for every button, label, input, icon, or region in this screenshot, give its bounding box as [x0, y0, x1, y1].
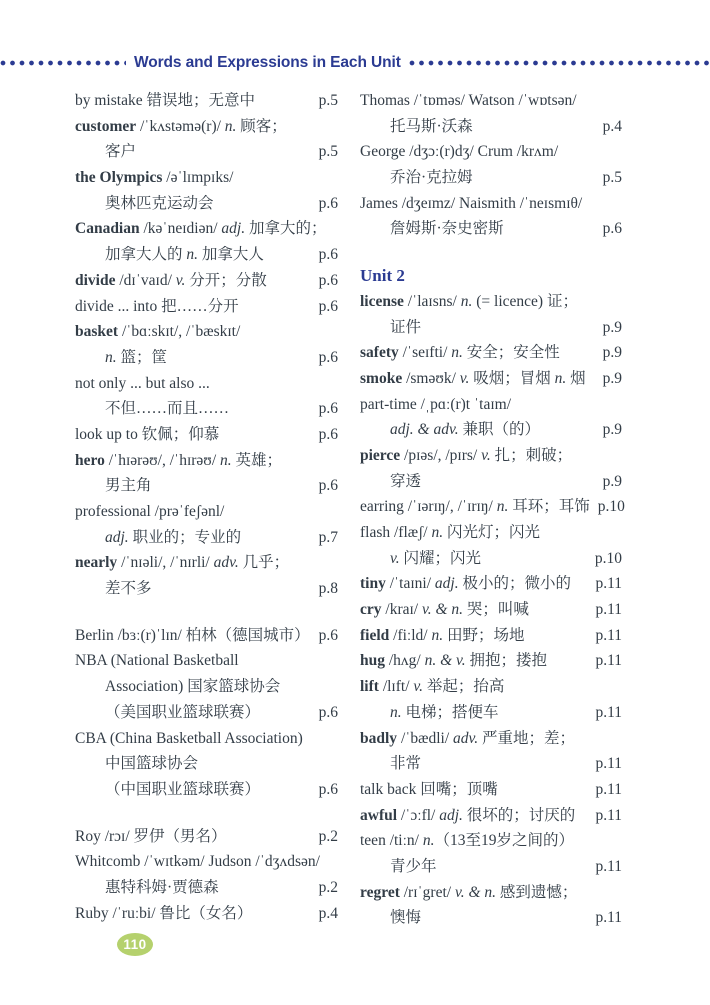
vocab-line [360, 392, 622, 418]
vocab-line [360, 674, 622, 700]
entry-text: divide /dɪˈvaɪd/ v. 分开；分散 [75, 271, 267, 289]
vocab-line [75, 139, 338, 165]
vocab-line [360, 340, 622, 366]
vocab-line [75, 700, 338, 726]
vocab-line [75, 114, 338, 140]
vocab-line [360, 726, 622, 752]
vocab-line [360, 571, 622, 597]
page-ref: p.6 [318, 425, 338, 443]
entry-text: 差不多 [105, 580, 152, 598]
entry-text: 非常 [390, 755, 422, 773]
dotted-rule-right-icon [409, 60, 710, 66]
vocab-line [75, 371, 338, 397]
entry-text: safety /ˈseɪfti/ n. 安全；安全性 [360, 344, 560, 362]
entry-text: 懊悔 [390, 909, 422, 927]
entry-text: Canadian /kəˈneɪdiən/ adj. 加拿大的； [75, 220, 327, 238]
entry-text: Thomas /ˈtɒməs/ Watson /ˈwɒtsən/ [360, 92, 577, 109]
vocab-line [360, 648, 622, 674]
entry-text: not only ... but also ... [75, 374, 210, 392]
vocab-line [360, 88, 622, 114]
vocab-line [75, 268, 338, 294]
vocab-line [360, 854, 622, 880]
vocab-line [360, 494, 625, 520]
vocab-line [360, 623, 622, 649]
entry-text: George /dʒɔː(r)dʒ/ Crum /krʌm/ [360, 143, 559, 161]
page-ref: p.6 [318, 348, 338, 366]
page-title: Words and Expressions in Each Unit [134, 54, 401, 71]
vocab-line [75, 674, 338, 700]
entry-text: 惠特科姆·贾德森 [105, 878, 219, 896]
entry-text: 证件 [390, 318, 422, 336]
vocab-line [75, 824, 338, 850]
page-ref: p.6 [318, 246, 338, 264]
page-ref: p.9 [602, 344, 622, 362]
entry-text: Unit 2 [360, 266, 405, 286]
entry-text: regret /rɪˈgret/ v. & n. 感到遗憾； [360, 883, 578, 901]
page-ref: p.11 [595, 601, 622, 619]
entry-text: talk back 回嘴；顶嘴 [360, 780, 498, 798]
vocab-line [360, 880, 622, 906]
page-ref: p.11 [595, 652, 622, 670]
entry-text: 乔治·克拉姆 [390, 169, 473, 187]
vocab-line [360, 520, 622, 546]
page-ref: p.9 [602, 472, 622, 490]
vocab-line [360, 546, 622, 572]
entry-text: James /dʒeɪmz/ Naismith /ˈneɪsmɪθ/ [360, 194, 583, 212]
entry-text: nearly /ˈnɪəli/, /ˈnɪrli/ adv. 几乎； [75, 554, 290, 572]
vocab-line [75, 648, 338, 674]
entry-text: by mistake 错误地；无意中 [75, 92, 255, 109]
vocab-line [360, 803, 622, 829]
entry-text: 詹姆斯·奈史密斯 [390, 220, 504, 238]
entry-text: badly /ˈbædli/ adv. 严重地；差； [360, 729, 576, 747]
entry-text: Association) 国家篮球协会 [105, 678, 281, 696]
vocab-line [360, 777, 622, 803]
page-ref: p.2 [318, 878, 338, 896]
page-ref: p.6 [318, 626, 338, 644]
vocab-line [75, 849, 338, 875]
entry-text: look up to 钦佩；仰慕 [75, 425, 220, 443]
entry-text: teen /tiːn/ n.（13至19岁之间的） [360, 832, 574, 850]
vocab-line [360, 289, 622, 315]
vocab-line [75, 473, 338, 499]
page-ref: p.9 [602, 318, 622, 336]
page-ref: p.11 [595, 857, 622, 875]
vocab-line [360, 139, 622, 165]
vocab-line [360, 114, 622, 140]
page-ref: p.11 [595, 626, 622, 644]
page-ref: p.11 [595, 806, 622, 824]
entry-text: tiny /ˈtaɪni/ adj. 极小的；微小的 [360, 575, 571, 593]
page-ref: p.10 [594, 549, 622, 567]
page-ref: p.6 [318, 477, 338, 495]
page-ref: p.5 [602, 169, 622, 187]
vocab-line [75, 751, 338, 777]
page-ref: p.11 [595, 703, 622, 721]
vocab-line [75, 550, 338, 576]
entry-text: 不但……而且…… [105, 400, 230, 418]
entry-text: （美国职业篮球联赛） [105, 703, 261, 721]
page-ref: p.7 [318, 528, 338, 546]
entry-text: n. 篮；筐 [105, 348, 168, 366]
entry-text: Whitcomb /ˈwɪtkəm/ Judson /ˈdʒʌdsən/ [75, 853, 320, 871]
entry-text: 男主角 [105, 477, 152, 495]
vocab-line [75, 242, 338, 268]
vocab-line [75, 191, 338, 217]
page-ref: p.6 [318, 271, 338, 289]
vocab-line [360, 417, 622, 443]
page-ref: p.11 [595, 780, 622, 798]
page-ref: p.10 [597, 498, 625, 516]
entry-text: lift /lɪft/ v. 举起；抬高 [360, 678, 505, 696]
entry-text: adj. 职业的；专业的 [105, 528, 242, 546]
vocab-line [360, 216, 622, 242]
entry-text: （中国职业篮球联赛） [105, 780, 261, 798]
vocab-line [75, 319, 338, 345]
entry-text: 托马斯·沃森 [390, 117, 473, 135]
vocab-line [75, 422, 338, 448]
page-number-badge: 110 [117, 933, 153, 956]
vocab-line [360, 905, 622, 931]
page-ref: p.6 [318, 194, 338, 212]
page-ref: p.9 [602, 369, 622, 387]
entry-text: 奥林匹克运动会 [105, 194, 214, 212]
entry-text: smoke /sməʊk/ v. 吸烟；冒烟 n. 烟 [360, 369, 586, 387]
entry-text: part-time /ˌpɑː(r)t ˈtaɪm/ [360, 395, 511, 413]
page-ref: p.4 [602, 117, 622, 135]
entry-text: awful /ˈɔːfl/ adj. 很坏的；讨厌的 [360, 806, 576, 824]
page-ref: p.2 [318, 827, 338, 845]
entry-text: 中国篮球协会 [105, 755, 199, 773]
page-ref: p.6 [318, 297, 338, 315]
entry-text: 加拿大人的 n. 加拿大人 [105, 246, 264, 264]
page-ref: p.8 [318, 580, 338, 598]
vocab-line [75, 88, 338, 114]
dotted-rule-left-icon [0, 60, 126, 66]
page-ref: p.6 [318, 400, 338, 418]
vocab-line [360, 828, 622, 854]
vocab-line [360, 597, 622, 623]
vocab-line [75, 448, 338, 474]
entry-text: 客户 [105, 143, 137, 161]
entry-text: hug /hʌg/ n. & v. 拥抱；搂抱 [360, 652, 548, 670]
page-header [0, 53, 710, 73]
entry-text: pierce /pɪəs/, /pɪrs/ v. 扎；刺破； [360, 446, 573, 464]
vocab-line [75, 901, 338, 927]
entry-text: cry /kraɪ/ v. & n. 哭；叫喊 [360, 601, 529, 619]
entry-text: professional /prəˈfeʃənl/ [75, 503, 225, 520]
entry-text: field /fiːld/ n. 田野；场地 [360, 626, 525, 644]
page-ref: p.4 [318, 904, 338, 922]
vocab-line [75, 777, 338, 803]
entry-text: earring /ˈɪərɪŋ/, /ˈɪrɪŋ/ n. 耳环；耳饰 [360, 498, 590, 516]
vocab-line [360, 165, 622, 191]
vocab-line [75, 726, 338, 752]
entry-text: the Olympics /əˈlɪmpɪks/ [75, 169, 234, 187]
vocab-line [75, 875, 338, 901]
entry-text: v. 闪耀；闪光 [390, 549, 481, 567]
entry-text: Roy /rɔɪ/ 罗伊（男名） [75, 827, 227, 845]
page-ref: p.6 [318, 703, 338, 721]
page-ref: p.6 [602, 220, 622, 238]
vocab-line [360, 191, 622, 217]
page-ref: p.5 [318, 92, 338, 109]
vocab-line [360, 700, 622, 726]
entry-text: Ruby /ˈruːbi/ 鲁比（女名） [75, 904, 253, 922]
entry-text: flash /flæʃ/ n. 闪光灯；闪光 [360, 524, 540, 541]
entry-text: CBA (China Basketball Association) [75, 729, 303, 747]
entry-text: n. 电梯；搭便车 [390, 703, 499, 721]
page-ref: p.11 [595, 755, 622, 773]
entry-text: basket /ˈbɑːskɪt/, /ˈbæskɪt/ [75, 323, 241, 341]
page-ref: p.11 [595, 575, 622, 593]
vocab-line [360, 315, 622, 341]
vocab-line [75, 576, 338, 602]
vocab-line [75, 216, 338, 242]
page-ref: p.9 [602, 421, 622, 439]
vocab-line [75, 345, 338, 371]
entry-text: customer /ˈkʌstəmə(r)/ n. 顾客； [75, 117, 287, 135]
vocab-line [75, 294, 338, 320]
entry-text: 穿透 [390, 472, 422, 490]
page-ref: p.11 [595, 909, 622, 927]
entry-text: license /ˈlaɪsns/ n. (= licence) 证； [360, 292, 578, 310]
column-left [75, 88, 338, 926]
vocab-line [75, 525, 338, 551]
vocab-line [75, 499, 338, 525]
entry-text: divide ... into 把……分开 [75, 297, 239, 315]
unit-heading [360, 263, 622, 289]
vocab-line [360, 751, 622, 777]
vocab-line [75, 396, 338, 422]
vocab-line [75, 165, 338, 191]
entry-text: NBA (National Basketball [75, 652, 239, 670]
page-ref: p.5 [318, 143, 338, 161]
column-right [360, 88, 625, 931]
entry-text: 青少年 [390, 857, 437, 875]
vocab-line [360, 366, 622, 392]
page-ref: p.6 [318, 780, 338, 798]
entry-text: hero /ˈhɪərəʊ/, /ˈhɪrəʊ/ n. 英雄； [75, 451, 283, 469]
vocab-line [360, 469, 622, 495]
vocab-line [360, 443, 622, 469]
entry-text: adj. & adv. 兼职（的） [390, 421, 540, 439]
entry-text: Berlin /bɜː(r)ˈlɪn/ 柏林（德国城市） [75, 626, 310, 644]
vocab-line [75, 623, 338, 649]
